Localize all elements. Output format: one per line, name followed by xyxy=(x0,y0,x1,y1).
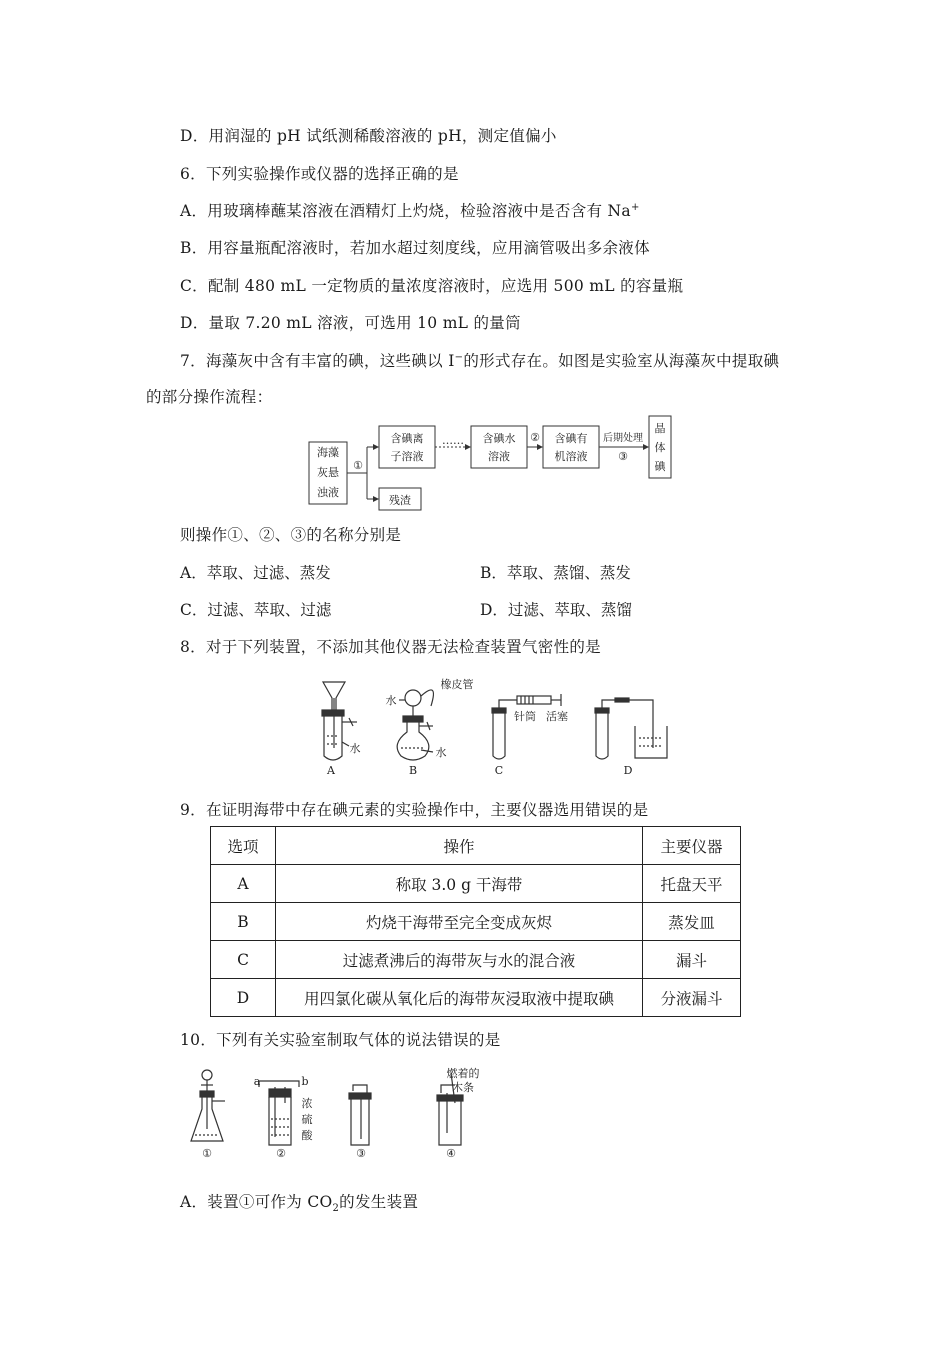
cell-operation: 用四氯化碳从氧化后的海带灰浸取液中提取碘 xyxy=(276,979,643,1017)
q8-label-water-a: 水 xyxy=(349,742,361,755)
q10-label-a: a xyxy=(253,1075,261,1088)
q8-letter-d: D xyxy=(623,764,633,777)
q7-flowchart xyxy=(305,414,680,514)
table-row xyxy=(211,979,741,1017)
q7-stem-part1: 7．海藻灰中含有丰富的碘，这些碘以 I xyxy=(180,352,455,370)
q7-stem-sup: − xyxy=(454,351,464,363)
cell-operation: 过滤煮沸后的海带灰与水的混合液 xyxy=(276,941,643,979)
q6-option-a xyxy=(180,199,640,221)
q8-apparatus-figure xyxy=(305,672,675,780)
q7-option-d: D．过滤、萃取、蒸馏 xyxy=(480,601,632,619)
flow-box1-2: 子溶液 xyxy=(390,450,424,463)
q6-option-a-sup: + xyxy=(630,201,640,213)
q8-label-rubber: 橡皮管 xyxy=(440,678,474,691)
cell-option: C xyxy=(211,941,276,979)
q10-label-acid-3: 酸 xyxy=(301,1129,313,1142)
q6-option-d: D．量取 7.20 mL 溶液，可选用 10 mL 的量筒 xyxy=(180,314,521,332)
q8-label-water-b2: 水 xyxy=(435,746,447,759)
cell-instrument: 托盘天平 xyxy=(643,865,741,903)
q10-num-1: ① xyxy=(202,1147,212,1160)
flow-end-3: 碘 xyxy=(654,460,666,473)
flow-box2-1: 含碘水 xyxy=(482,432,516,445)
flow-end-2: 体 xyxy=(654,441,666,454)
cell-instrument: 蒸发皿 xyxy=(643,903,741,941)
cell-instrument: 分液漏斗 xyxy=(643,979,741,1017)
q5-option-d: D．用润湿的 pH 试纸测稀酸溶液的 pH，测定值偏小 xyxy=(180,127,557,145)
q6-option-a-text: A．用玻璃棒蘸某溶液在酒精灯上灼烧，检验溶液中是否含有 Na xyxy=(180,202,631,220)
q6-option-b: B．用容量瓶配溶液时，若加水超过刻度线，应用滴管吸出多余液体 xyxy=(180,239,650,257)
q10-num-4: ④ xyxy=(446,1147,456,1160)
flow-start-2: 灰悬 xyxy=(317,466,339,479)
q7-question: 则操作①、②、③的名称分别是 xyxy=(180,526,402,544)
q10-label-b: b xyxy=(301,1075,309,1088)
q10-num-3: ③ xyxy=(356,1147,366,1160)
cell-option: B xyxy=(211,903,276,941)
q10-num-2: ② xyxy=(276,1147,286,1160)
flow-end-1: 晶 xyxy=(654,422,666,435)
q10-label-stick-1: 燃着的 xyxy=(446,1067,480,1080)
flow-box2-2: 溶液 xyxy=(488,450,510,463)
flow-start-1: 海藻 xyxy=(317,446,339,459)
flow-step3: ③ xyxy=(618,450,628,463)
cell-operation: 灼烧干海带至完全变成灰烬 xyxy=(276,903,643,941)
q8-letter-c: C xyxy=(494,764,504,777)
cell-operation: 称取 3.0 g 干海带 xyxy=(276,865,643,903)
q6-option-c: C．配制 480 mL 一定物质的量浓度溶液时，应选用 500 mL 的容量瓶 xyxy=(180,277,684,295)
q7-option-c: C．过滤、萃取、过滤 xyxy=(180,601,332,619)
q7-stem xyxy=(180,349,779,371)
q8-label-water-b1: 水 xyxy=(385,694,397,707)
cell-option: D xyxy=(211,979,276,1017)
header-operation: 操作 xyxy=(276,827,643,865)
cell-option: A xyxy=(211,865,276,903)
q8-letter-a: A xyxy=(327,764,335,777)
q6-stem: 6．下列实验操作或仪器的选择正确的是 xyxy=(180,165,459,183)
q10-label-acid-2: 硫 xyxy=(301,1113,313,1126)
q10-option-a-pre: A．装置①可作为 CO xyxy=(180,1193,333,1211)
q9-stem: 9．在证明海带中存在碘元素的实验操作中，主要仪器选用错误的是 xyxy=(180,801,649,819)
q10-option-a-post: 的发生装置 xyxy=(339,1193,419,1211)
table-header-row xyxy=(211,827,741,865)
flow-box1-1: 含碘离 xyxy=(390,432,424,445)
header-option: 选项 xyxy=(211,827,276,865)
q8-stem: 8．对于下列装置，不添加其他仪器无法检查装置气密性的是 xyxy=(180,638,601,656)
flow-start-3: 浊液 xyxy=(317,486,339,499)
q10-apparatus-figure xyxy=(185,1063,495,1163)
table-row xyxy=(211,941,741,979)
q10-option-a xyxy=(180,1190,418,1214)
q10-stem: 10．下列有关实验室制取气体的说法错误的是 xyxy=(180,1031,501,1049)
flow-box3-2: 机溶液 xyxy=(554,450,588,463)
table-row xyxy=(211,865,741,903)
table-row xyxy=(211,903,741,941)
flow-step1: ① xyxy=(353,459,363,472)
q8-letter-b: B xyxy=(408,764,418,777)
q10-option-a-sub: 2 xyxy=(332,1203,340,1215)
flow-dots: …… xyxy=(442,434,464,447)
flow-post: 后期处理 xyxy=(603,433,643,444)
q8-label-valve: 活塞 xyxy=(546,710,568,723)
q10-label-stick-2: 木条 xyxy=(452,1081,474,1094)
q7-stem-part2: 的形式存在。如图是实验室从海藻灰中提取碘 xyxy=(463,352,780,370)
flow-step2: ② xyxy=(530,431,540,444)
flow-residue: 残渣 xyxy=(389,494,411,507)
q10-label-acid-1: 浓 xyxy=(301,1097,313,1110)
cell-instrument: 漏斗 xyxy=(643,941,741,979)
q9-table xyxy=(210,826,741,1017)
q7-option-b: B．萃取、蒸馏、蒸发 xyxy=(480,564,631,582)
q7-stem-line2: 的部分操作流程： xyxy=(146,388,273,406)
q7-option-a: A．萃取、过滤、蒸发 xyxy=(180,564,331,582)
header-instrument: 主要仪器 xyxy=(643,827,741,865)
q8-label-syringe: 针筒 xyxy=(514,710,536,723)
flow-box3-1: 含碘有 xyxy=(554,432,588,445)
